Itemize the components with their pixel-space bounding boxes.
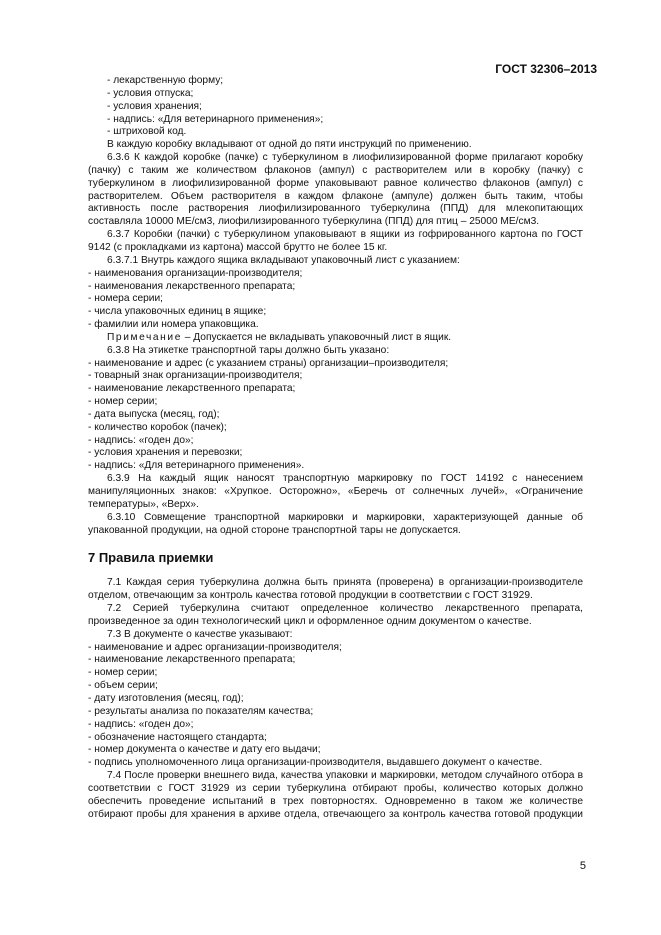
paragraph-6-3-8: 6.3.8 На этикетке транспортной тары должно быть указано:	[107, 344, 390, 356]
list-item: - условия отпуска;	[107, 87, 194, 99]
list-item: - наименование лекарственного препарата;	[88, 654, 296, 666]
list-item: - наименование и адрес организации-производителя;	[88, 641, 342, 653]
list-item: - количество коробок (пачек);	[88, 421, 227, 433]
list-item: - надпись: «Для ветеринарного применения»;	[107, 113, 324, 125]
paragraph-6-3-6: 6.3.6 К каждой коробке (пачке) с туберкулином в лиофилизированной форме прилагают коробку (пачку) с таким же количеством флаконов (ампул) с растворителем или в коробку (пачку) с туберкулином в лиофилизированной форме упаковывают равное количество флаконов (ампул) с растворителем. Объем растворителя в каждом флаконе (ампуле) должен быть таким, чтобы активность после растворения лиофилизированного туберкулина (ППД) для млекопитающих составляла 10000 МЕ/см3, лиофилизированного туберкулина (ППД) для птиц – 25000 МЕ/см3.	[88, 152, 583, 228]
list-item: - номер документа о качестве и дату его выдачи;	[88, 744, 321, 756]
list-item: - числа упаковочных единиц в ящике;	[88, 306, 267, 318]
list-item: - надпись: «Для ветеринарного применения».	[88, 460, 305, 472]
list-item: - фамилии или номера упаковщика.	[88, 319, 259, 331]
page-body	[88, 75, 583, 821]
list-item: - наименование и адрес (с указанием страны) организации–производителя;	[88, 357, 449, 369]
paragraph-6-3-7: 6.3.7 Коробки (пачки) с туберкулином упаковывают в ящики из гофрированного картона по ГОСТ 9142 (с прокладками из картона) массой брутто не более 15 кг.	[88, 229, 583, 253]
paragraph-6-3-10: 6.3.10 Совмещение транспортной маркировки и маркировки, характеризующей данные об упакованной продукции, на одной стороне транспортной тары не допускается.	[88, 511, 583, 536]
list-item: - номера серии;	[88, 293, 163, 305]
paragraph-7-2: 7.2 Серией туберкулина считают определенное количество лекарственного препарата, произведенное за один технологический цикл и оформленное одним документом о качестве.	[88, 603, 583, 627]
list-item: - лекарственную форму;	[107, 75, 224, 86]
section-title: 7 Правила приемки	[88, 550, 214, 566]
list-item: - условия хранения;	[107, 100, 202, 112]
document-code-header: ГОСТ 32306–2013	[495, 62, 597, 76]
list-item: - номер серии;	[88, 667, 158, 679]
list-item: - подпись уполномоченного лица организации-производителя, выдавшего документ о качестве.	[88, 757, 543, 769]
paragraph-7-3: 7.3 В документе о качестве указывают:	[107, 628, 293, 640]
list-item: - штриховой код.	[107, 126, 187, 138]
list-item: - надпись: «годен до»;	[88, 718, 194, 730]
list-item: - товарный знак организации-производителя;	[88, 370, 303, 382]
list-item: - результаты анализа по показателям качества;	[88, 705, 314, 717]
paragraph-7-4: 7.4 После проверки внешнего вида, качества упаковки и маркировки, методом случайного отбора в соответствии с ГОСТ 31929 из серии туберкулина отбирают пробы, количество которых должно обеспечить проведение испытаний в трех повторностях. Одновременно в таком же количестве отбирают пробы для хранения в архиве отдела, отвечающего за контроль качества готовой продукции	[88, 770, 583, 820]
list-item: - условия хранения и перевозки;	[88, 447, 243, 459]
list-item: - надпись: «годен до»;	[88, 434, 194, 446]
page-number: 5	[579, 860, 586, 872]
paragraph-box-instructions: В каждую коробку вкладывают от одной до пяти инструкций по применению.	[107, 139, 472, 151]
list-item: - наименования лекарственного препарата;	[88, 280, 296, 292]
note	[88, 332, 583, 345]
list-item: - наименования организации-производителя;	[88, 267, 303, 279]
list-item: - дата выпуска (месяц, год);	[88, 408, 220, 420]
paragraph-6-3-9: 6.3.9 На каждый ящик наносят транспортную маркировку по ГОСТ 14192 с нанесением манипуляционных знаков: «Хрупкое. Осторожно», «Беречь от солнечных лучей», «Ограничение температуры», «Верх».	[88, 473, 583, 510]
list-item: - дату изготовления (месяц, год);	[88, 692, 244, 704]
note-label: Примечание	[107, 331, 182, 343]
paragraph-6-3-7-1: 6.3.7.1 Внутрь каждого ящика вкладывают упаковочный лист с указанием:	[107, 254, 460, 266]
note-text: – Допускается не вкладывать упаковочный лист в ящик.	[181, 331, 452, 343]
list-item: - номер серии;	[88, 396, 158, 408]
list-item: - обозначение настоящего стандарта;	[88, 731, 267, 743]
list-item: - объем серии;	[88, 680, 158, 692]
list-item: - наименование лекарственного препарата;	[88, 383, 296, 395]
paragraph-7-1: 7.1 Каждая серия туберкулина должна быть принята (проверена) в организации-производителе отделом, отвечающим за контроль качества готовой продукции в соответствии с ГОСТ 31929.	[88, 577, 583, 602]
